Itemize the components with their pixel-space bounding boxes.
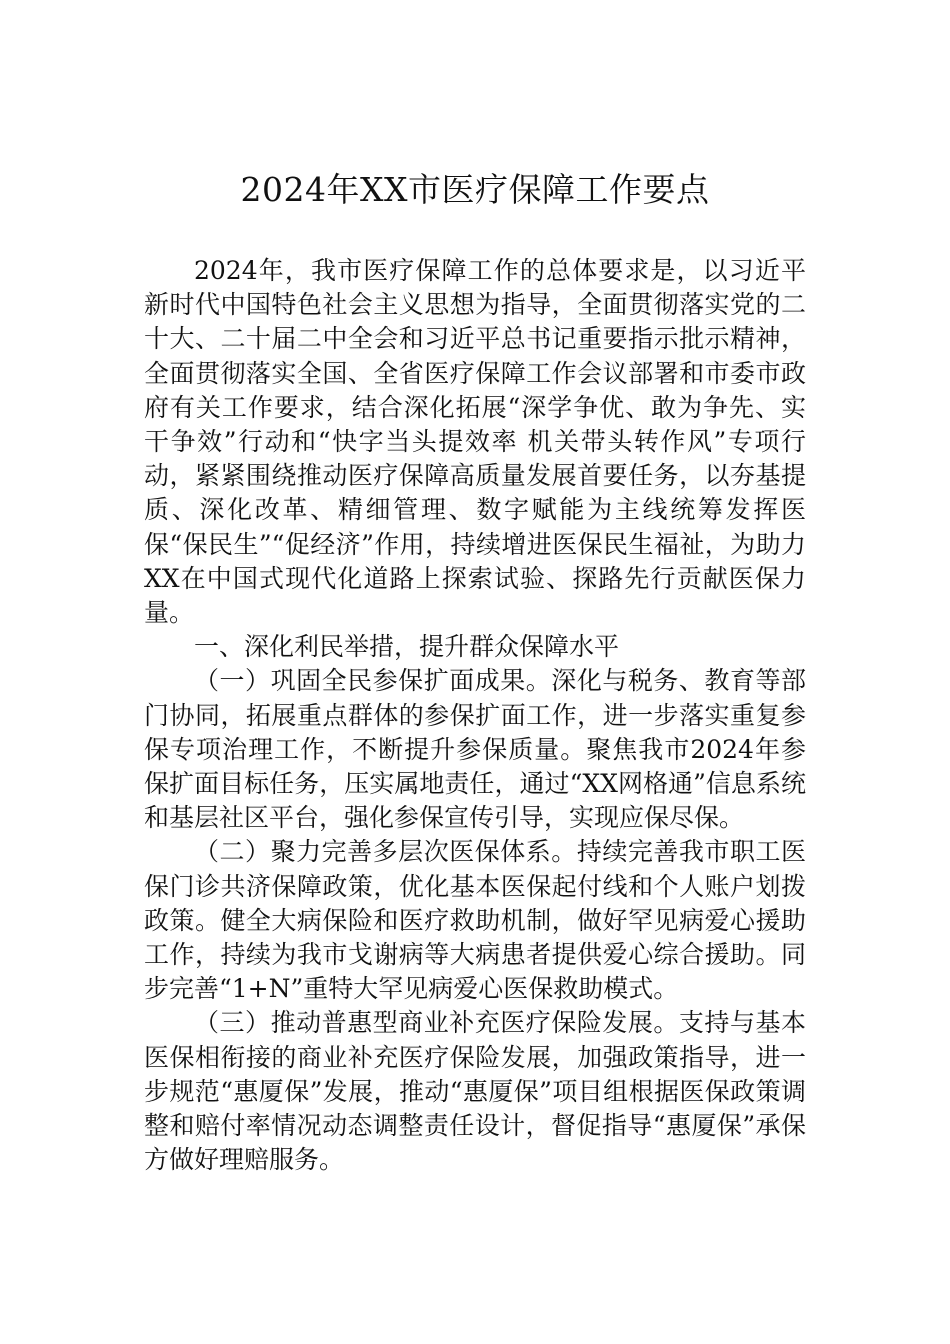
intro-paragraph: 2024年，我市医疗保障工作的总体要求是，以习近平新时代中国特色社会主义思想为指导，全面贯彻落实党的二十大、二十届二中全会和习近平总书记重要指示批示精神，全面贯彻落实全国、全省医疗保障工作会议部署和市委市政府有关工作要求，结合深化拓展“深学争优、敢为争先、实干争效”行动和“快字当头提效率 机关带头转作风”专项行动，紧紧围绕推动医疗保障高质量发展首要任务，以夯基提质、深化改革、精细管理、数字赋能为主线统筹发挥医保“保民生”“促经济”作用，持续增进医保民生福祉，为助力XX在中国式现代化道路上探索试验、探路先行贡献医保力量。 bbox=[144, 256, 806, 628]
document-title: 2024年XX市医疗保障工作要点 bbox=[240, 170, 710, 209]
subsection-paragraph-2: （二）聚力完善多层次医保体系。持续完善我市职工医保门诊共济保障政策，优化基本医保起付线和个人账户划拨政策。健全大病保险和医疗救助机制，做好罕见病爱心援助工作，持续为我市戈谢病等大病患者提供爱心综合援助。同步完善“1+N”重特大罕见病爱心医保救助模式。 bbox=[144, 837, 806, 1004]
document-body bbox=[144, 254, 806, 1177]
section-heading-1: 一、深化利民举措，提升群众保障水平 bbox=[194, 632, 620, 662]
subsection-paragraph-1: （一）巩固全民参保扩面成果。深化与税务、教育等部门协同，拓展重点群体的参保扩面工作，进一步落实重复参保专项治理工作，不断提升参保质量。聚焦我市2024年参保扩面目标任务，压实属地责任，通过“XX网格通”信息系统和基层社区平台，强化参保宣传引导，实现应保尽保。 bbox=[144, 666, 806, 833]
subsection-paragraph-3: （三）推动普惠型商业补充医疗保险发展。支持与基本医保相衔接的商业补充医疗保险发展，加强政策指导，进一步规范“惠厦保”发展，推动“惠厦保”项目组根据医保政策调整和赔付率情况动态调整责任设计，督促指导“惠厦保”承保方做好理赔服务。 bbox=[144, 1008, 806, 1175]
